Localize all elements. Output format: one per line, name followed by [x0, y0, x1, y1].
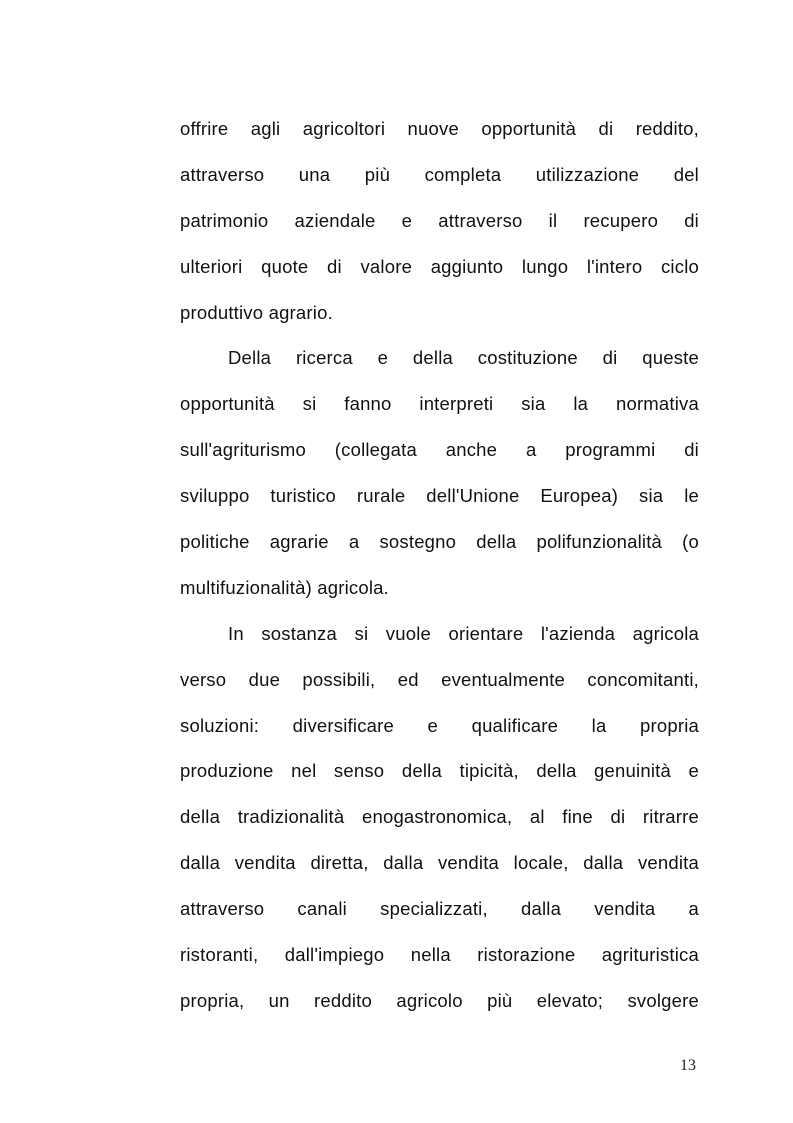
text-line: ulteriori quote di valore aggiunto lungo l'intero ciclo [180, 255, 699, 277]
text-line: attraverso una più completa utilizzazione del [180, 163, 699, 185]
text-line: produzione nel senso della tipicità, della genuinità e [180, 760, 699, 782]
text-line: attraverso canali specializzati, dalla vendita a [180, 898, 699, 920]
text-line: verso due possibili, ed eventualmente concomitanti, [180, 668, 699, 690]
body-text [180, 106, 699, 1024]
text-line: produttivo agrario. [180, 301, 333, 323]
text-line: multifuzionalità) agricola. [180, 576, 389, 598]
text-line: propria, un reddito agricolo più elevato; svolgere [180, 989, 699, 1011]
text-line: dalla vendita diretta, dalla vendita locale, dalla vendita [180, 852, 699, 874]
text-line: patrimonio aziendale e attraverso il recupero di [180, 209, 699, 231]
text-line: offrire agli agricoltori nuove opportunità di reddito, [180, 118, 699, 139]
text-line: opportunità si fanno interpreti sia la normativa [180, 393, 699, 415]
text-line: ristoranti, dall'impiego nella ristorazione agrituristica [180, 944, 699, 966]
page-number: 13 [680, 1057, 696, 1074]
text-line: sull'agriturismo (collegata anche a programmi di [180, 439, 699, 461]
paragraph-first-line: In sostanza si vuole orientare l'azienda agricola [228, 622, 699, 644]
text-line: politiche agrarie a sostegno della polifunzionalità (o [180, 531, 699, 553]
text-line: della tradizionalità enogastronomica, al fine di ritrarre [180, 806, 699, 828]
text-line: sviluppo turistico rurale dell'Unione Europea) sia le [180, 485, 699, 507]
paragraph-first-line: Della ricerca e della costituzione di queste [228, 347, 699, 369]
text-line: soluzioni: diversificare e qualificare la propria [180, 714, 699, 736]
